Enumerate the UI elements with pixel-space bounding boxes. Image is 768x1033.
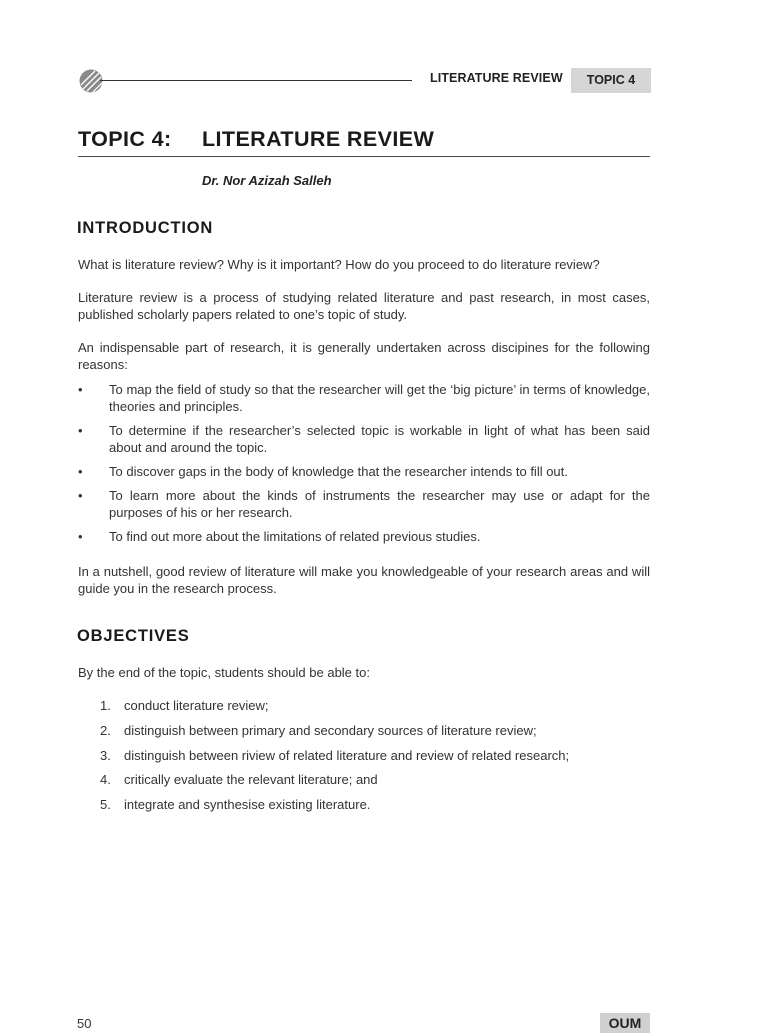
list-item-text: To discover gaps in the body of knowledge that the researcher intends to fill out. [109,464,568,479]
list-item [100,697,650,714]
list-item [100,796,650,813]
list-number: 4. [100,772,111,788]
objectives-list [100,697,650,821]
list-number: 5. [100,797,111,813]
list-item-text: distinguish between riview of related literature and review of related research; [124,747,570,763]
list-number: 3. [100,747,111,763]
list-item-text: integrate and synthesise existing literature. [124,797,371,813]
running-header-title: LITERATURE REVIEW [430,71,563,85]
bullet-mark: • [78,529,83,544]
intro-definition: Literature review is a process of studying related literature and past research, in most cases, published scholarly papers related to one’s topic of study. [78,290,650,322]
list-item-text: To learn more about the kinds of instruments the researcher may use or adapt for the purposes of his or her research. [109,488,650,520]
reasons-list [78,381,650,552]
intro-questions: What is literature review? Why is it important? How do you proceed to do literature review? [78,257,600,272]
topic-tag-badge: TOPIC 4 [571,68,651,93]
list-item-text: conduct literature review; [124,698,269,713]
bullet-mark: • [78,464,83,479]
list-item [100,771,650,788]
author-name: Dr. Nor Azizah Salleh [202,173,332,188]
list-item [78,528,650,545]
striped-globe-icon [79,69,103,93]
list-item-text: To determine if the researcher’s selected topic is workable in light of what has been said about and around the topic. [109,423,650,455]
intro-summary: In a nutshell, good review of literature will make you knowledgeable of your research areas and will guide you in the research process. [78,564,650,596]
bullet-mark: • [78,423,83,438]
list-item-text: To find out more about the limitations of related previous studies. [109,529,481,544]
intro-lead-in: An indispensable part of research, it is generally undertaken across discipines for the following reasons: [78,340,650,372]
list-item [78,422,650,456]
list-number: 2. [100,722,111,738]
list-number: 1. [100,698,111,713]
objectives-heading: OBJECTIVES [77,627,190,645]
page-number: 50 [77,1016,92,1031]
topic-number: TOPIC 4: [78,127,172,151]
bullet-mark: • [78,488,83,503]
list-item [78,487,650,521]
header-rule [100,80,412,81]
topic-name: LITERATURE REVIEW [202,127,435,151]
list-item-text: distinguish between primary and secondary sources of literature review; [124,722,537,738]
list-item [78,381,650,415]
list-item-text: critically evaluate the relevant literature; and [124,772,378,788]
list-item [78,463,650,480]
title-rule [78,156,650,157]
list-item [100,747,650,764]
list-item [100,722,650,739]
list-item-text: To map the field of study so that the researcher will get the ‘big picture’ in terms of knowledge, theories and principles. [109,382,650,414]
introduction-heading: INTRODUCTION [77,219,214,237]
page-title [78,127,434,152]
objectives-lead-in: By the end of the topic, students should be able to: [78,665,370,680]
oum-footer-badge: OUM [600,1013,650,1033]
bullet-mark: • [78,382,83,397]
